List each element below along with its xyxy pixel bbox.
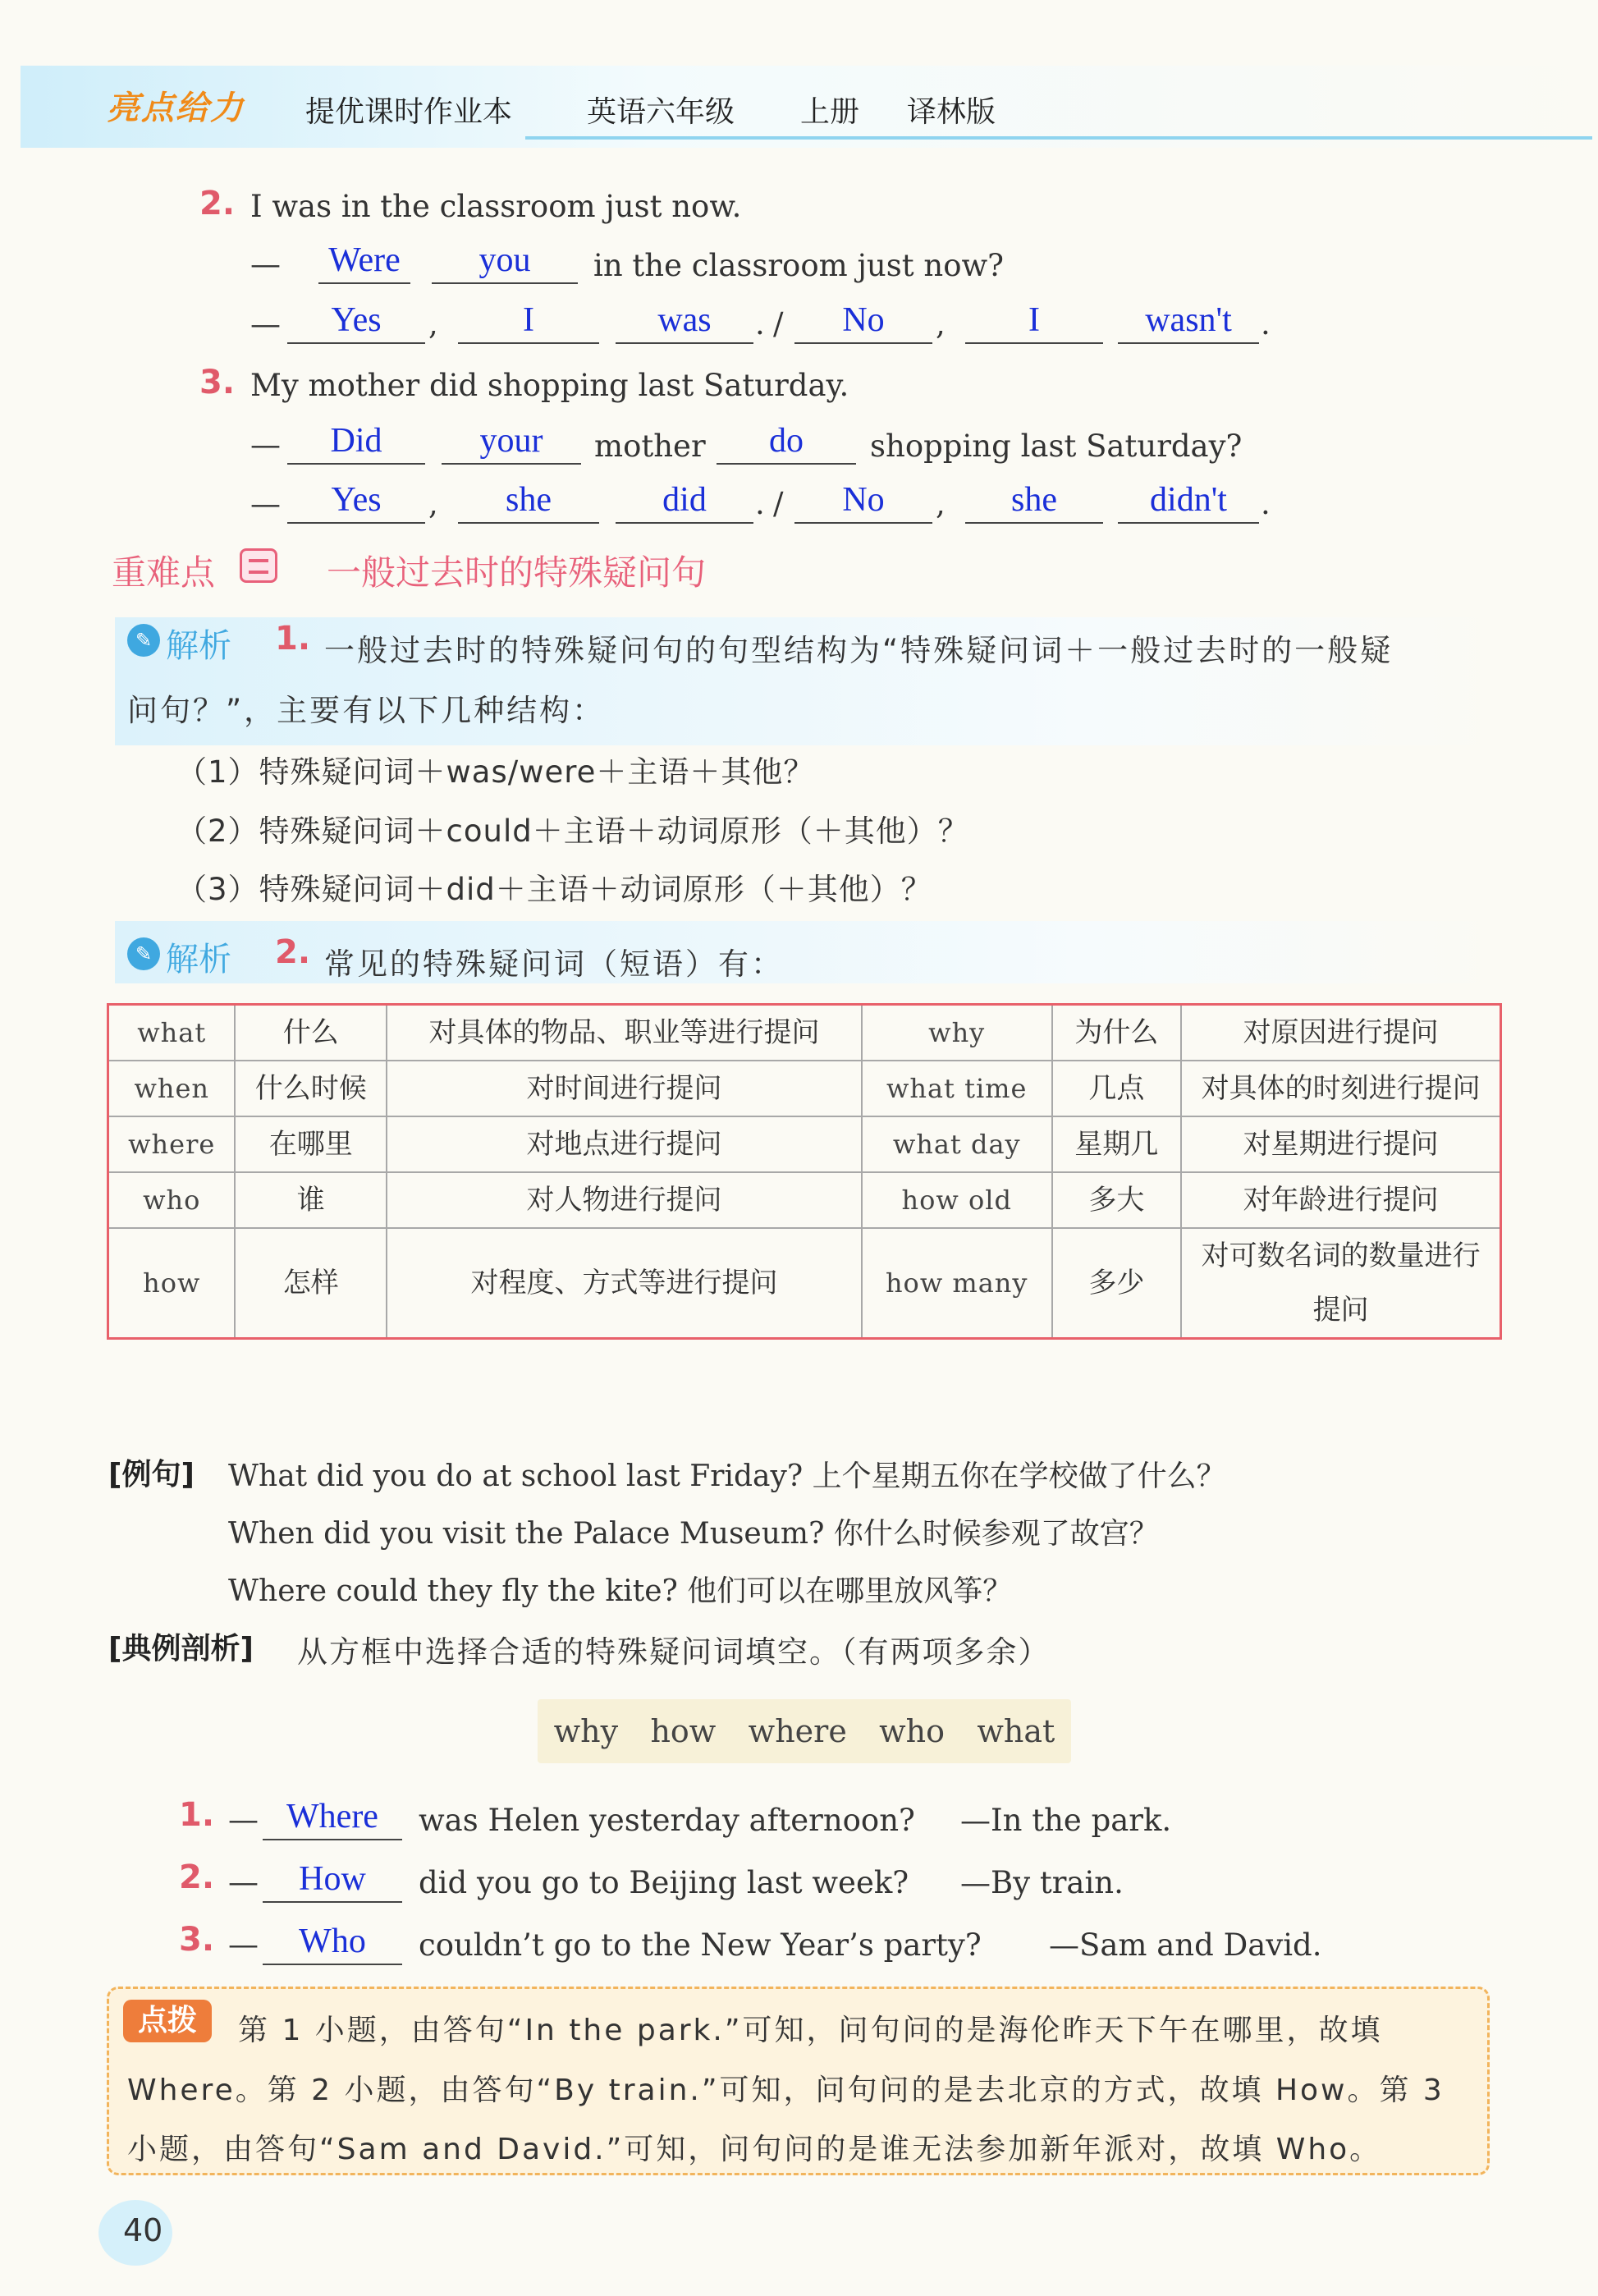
- tip-label: 点拨: [123, 2000, 212, 2042]
- word-option: how: [650, 1713, 717, 1749]
- table-cell: 对可数名词的数量进行提问: [1181, 1228, 1500, 1339]
- table-cell: who: [108, 1172, 236, 1228]
- dash: —: [250, 486, 281, 521]
- tip-text: Where。第 2 小题，由答句“By train.”可知，问句问的是去北京的方式，故填 How。第 3: [127, 2074, 1445, 2107]
- table-cell: 多大: [1052, 1172, 1182, 1228]
- word-bank: [538, 1699, 1071, 1763]
- structure-item: （1）特殊疑问词＋was/were＋主语＋其他？: [176, 754, 815, 790]
- pencil-icon: ✎: [127, 937, 160, 970]
- table-cell: 对时间进行提问: [387, 1061, 862, 1116]
- question-text: did you go to Beijing last week?: [419, 1865, 909, 1900]
- table-row: [108, 1172, 1501, 1228]
- table-row: [108, 1228, 1501, 1339]
- answer-blank: you: [432, 238, 578, 284]
- period: .: [1261, 306, 1271, 341]
- answer-blank: did: [616, 478, 753, 524]
- answer-blank: Did: [287, 419, 425, 465]
- table-cell: 在哪里: [235, 1116, 387, 1172]
- table-cell: what time: [862, 1061, 1052, 1116]
- header-divider: [525, 136, 1592, 140]
- answer-blank: Who: [263, 1919, 402, 1965]
- dash: —: [250, 246, 281, 282]
- table-cell: 怎样: [235, 1228, 387, 1339]
- answer-blank: I: [458, 298, 599, 344]
- dash: —: [250, 427, 281, 462]
- brand-logo: 亮点给力: [107, 89, 245, 127]
- table-cell: 对具体的时刻进行提问: [1181, 1061, 1500, 1116]
- question-text: couldn’t go to the New Year’s party?: [419, 1927, 982, 1963]
- page-number: 40: [123, 2212, 163, 2248]
- table-cell: 什么时候: [235, 1061, 387, 1116]
- exercise-sentence: I was in the classroom just now.: [250, 189, 742, 224]
- table-cell: 星期几: [1052, 1116, 1182, 1172]
- slash: /: [773, 306, 784, 341]
- slash: /: [773, 486, 784, 521]
- volume-title: 上册: [800, 95, 860, 129]
- question-rest: shopping last Saturday?: [870, 428, 1243, 464]
- analysis-label: 解析: [166, 941, 231, 978]
- question-word-table: [107, 1003, 1502, 1340]
- table-cell: 多少: [1052, 1228, 1182, 1339]
- exercise-number: 3.: [199, 364, 236, 401]
- answer-blank: No: [794, 478, 932, 524]
- answer-blank: your: [442, 419, 581, 465]
- example-sentence: When did you visit the Palace Museum? 你什么时候参观了故宫？: [228, 1517, 1159, 1551]
- analysis-band: [115, 921, 1502, 983]
- exercise-number: 2.: [179, 1858, 215, 1896]
- exercise-number: 1.: [179, 1796, 215, 1834]
- section-label: 重难点: [112, 552, 216, 593]
- table-cell: 对程度、方式等进行提问: [387, 1228, 862, 1339]
- subject-title: 英语六年级: [587, 95, 735, 129]
- reply-text: —In the park.: [960, 1803, 1172, 1838]
- table-cell: 对年龄进行提问: [1181, 1172, 1500, 1228]
- example-sentence: What did you do at school last Friday? 上个星期五你在学校做了什么？: [228, 1460, 1226, 1493]
- dash: —: [228, 1864, 259, 1900]
- dash: —: [228, 1927, 259, 1962]
- answer-blank: do: [717, 419, 856, 465]
- question-text: was Helen yesterday afternoon?: [419, 1803, 915, 1838]
- table-cell: when: [108, 1061, 236, 1116]
- analysis-label: 解析: [166, 627, 231, 665]
- tip-text: 第 1 小题，由答句“In the park.”可知，问句问的是海伦昨天下午在哪里，故填: [238, 2014, 1383, 2047]
- answer-blank: Yes: [287, 478, 425, 524]
- answer-blank: No: [794, 298, 932, 344]
- word-option: what: [977, 1713, 1055, 1749]
- answer-blank: I: [965, 298, 1103, 344]
- answer-blank: she: [965, 478, 1103, 524]
- typical-instruction: 从方框中选择合适的特殊疑问词填空。（有两项多余）: [297, 1634, 1051, 1670]
- answer-blank: was: [616, 298, 753, 344]
- pencil-icon: ✎: [127, 624, 160, 657]
- word-option: why: [553, 1713, 619, 1749]
- analysis-number: 1.: [275, 620, 311, 658]
- analysis-text: 一般过去时的特殊疑问句的句型结构为“特殊疑问词＋一般过去时的一般疑: [324, 633, 1394, 668]
- reply-text: —Sam and David.: [1049, 1927, 1322, 1963]
- answer-blank: Where: [263, 1794, 402, 1840]
- table-cell: 谁: [235, 1172, 387, 1228]
- table-cell: 对星期进行提问: [1181, 1116, 1500, 1172]
- table-row: [108, 1061, 1501, 1116]
- table-cell: what day: [862, 1116, 1052, 1172]
- table-cell: where: [108, 1116, 236, 1172]
- table-row: [108, 1005, 1501, 1061]
- dash: —: [250, 306, 281, 341]
- reply-text: —By train.: [960, 1865, 1124, 1900]
- answer-blank: didn't: [1118, 478, 1259, 524]
- table-cell: 对人物进行提问: [387, 1172, 862, 1228]
- analysis-text: 问句？”，主要有以下几种结构：: [127, 693, 606, 728]
- table-cell: 几点: [1052, 1061, 1182, 1116]
- tip-text: 小题，由答句“Sam and David.”可知，问句问的是谁无法参加新年派对，故填 Who。: [127, 2133, 1382, 2166]
- table-cell: 为什么: [1052, 1005, 1182, 1061]
- exercise-number: 3.: [179, 1921, 215, 1959]
- table-cell: 对原因进行提问: [1181, 1005, 1500, 1061]
- example-sentence: Where could they fly the kite? 他们可以在哪里放风筝？: [228, 1574, 1013, 1608]
- comma: ,: [428, 306, 438, 341]
- table-cell: why: [862, 1005, 1052, 1061]
- section-title: 一般过去时的特殊疑问句: [327, 552, 707, 593]
- answer-blank: she: [458, 478, 599, 524]
- table-cell: what: [108, 1005, 236, 1061]
- period: .: [755, 486, 765, 521]
- answer-blank: Were: [318, 238, 410, 284]
- comma: ,: [936, 306, 946, 341]
- exercise-number: 2.: [199, 185, 236, 222]
- comma: ,: [936, 486, 946, 521]
- typical-label: [典例剖析]: [108, 1632, 254, 1666]
- analysis-number: 2.: [275, 933, 311, 971]
- comma: ,: [428, 486, 438, 521]
- answer-blank: How: [263, 1857, 402, 1903]
- section-number-badge: [240, 548, 277, 583]
- period: .: [755, 306, 765, 341]
- word-option: who: [879, 1713, 946, 1749]
- answer-blank: wasn't: [1118, 298, 1259, 344]
- edition-title: 译林版: [907, 95, 996, 129]
- question-rest: in the classroom just now?: [593, 248, 1004, 283]
- examples-label: [例句]: [108, 1458, 195, 1492]
- table-cell: how: [108, 1228, 236, 1339]
- table-cell: 对具体的物品、职业等进行提问: [387, 1005, 862, 1061]
- table-cell: how many: [862, 1228, 1052, 1339]
- table-row: [108, 1116, 1501, 1172]
- table-cell: how old: [862, 1172, 1052, 1228]
- structure-item: （2）特殊疑问词＋could＋主语＋动词原形（＋其他）？: [176, 813, 969, 849]
- question-middle: mother: [594, 428, 706, 464]
- analysis-text: 常见的特殊疑问词（短语）有：: [324, 946, 784, 982]
- dash: —: [228, 1802, 259, 1837]
- structure-item: （3）特殊疑问词＋did＋主语＋动词原形（＋其他）？: [176, 872, 932, 907]
- period: .: [1261, 486, 1271, 521]
- exercise-sentence: My mother did shopping last Saturday.: [250, 368, 849, 403]
- answer-blank: Yes: [287, 298, 425, 344]
- table-cell: 对地点进行提问: [387, 1116, 862, 1172]
- table-cell: 什么: [235, 1005, 387, 1061]
- series-title: 提优课时作业本: [305, 95, 513, 129]
- word-option: where: [748, 1713, 847, 1749]
